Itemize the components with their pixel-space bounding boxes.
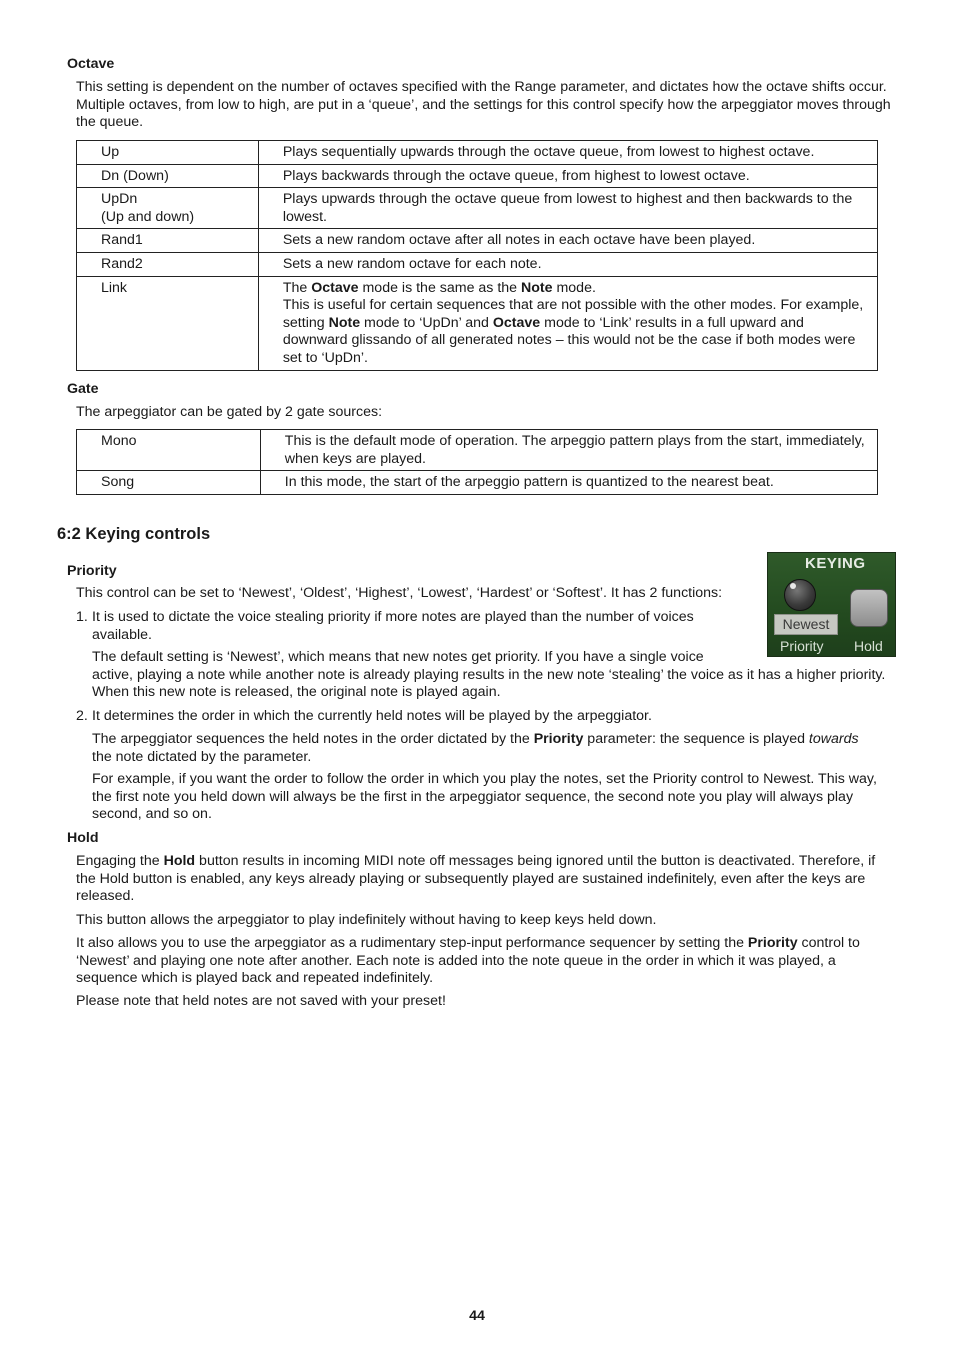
desc-cell: Sets a new random octave after all notes in each octave have been played. <box>258 229 877 253</box>
bold-run: Priority <box>533 731 584 747</box>
priority-heading: Priority <box>67 563 117 579</box>
table-row <box>77 164 878 188</box>
table-row <box>77 141 878 165</box>
mode-label: UpDn <box>101 191 138 208</box>
hold-paragraph-3 <box>76 935 892 988</box>
table-row <box>77 430 878 471</box>
text-run: mode is the same as the <box>358 279 521 296</box>
mode-cell: Rand1 <box>77 229 259 253</box>
list-number: 1. <box>76 609 88 625</box>
text-run: mode. <box>552 279 596 296</box>
priority-display: Newest <box>774 614 838 635</box>
hold-paragraph-1 <box>76 853 890 906</box>
gate-intro: The arpeggiator can be gated by 2 gate sources: <box>76 404 383 420</box>
mode-cell: Dn (Down) <box>77 164 259 188</box>
list-item-2: It determines the order in which the currently held notes will be played by the arpeggiator. <box>92 708 652 724</box>
desc-cell: Plays backwards through the octave queue, from highest to lowest octave. <box>258 164 877 188</box>
bold-run: Hold <box>163 853 196 869</box>
keying-panel-title: KEYING <box>805 555 866 572</box>
priority-intro: This control can be set to ‘Newest’, ‘Oldest’, ‘Highest’, ‘Lowest’, ‘Hardest’ or ‘Softest’. It has 2 functions: <box>76 585 723 601</box>
text-run: This is useful for certain sequences that are not possible with the other modes. For example, setting <box>282 297 864 331</box>
mode-cell: Link <box>77 276 259 370</box>
bold-run: Octave <box>492 314 541 331</box>
octave-intro: This setting is dependent on the number of octaves specified with the Range parameter, and dictates how the octave shifts occur. Multiple octaves, from low to high, are put in a ‘queue’, and the settings for this control specify how the arpeggiator moves through the queue. <box>76 79 891 131</box>
text-run: It also allows you to use the arpeggiator as a rudimentary step-input performance sequencer by setting the <box>76 935 748 951</box>
mode-cell: Song <box>77 471 261 495</box>
italic-run: towards <box>808 731 859 747</box>
hold-paragraph-4: Please note that held notes are not saved with your preset! <box>76 993 446 1009</box>
priority-label: Priority <box>780 638 824 654</box>
text-run: parameter: the sequence is played <box>583 731 809 747</box>
keying-panel-image <box>767 552 896 657</box>
octave-heading: Octave <box>67 56 115 72</box>
paragraph-line: The default setting is ‘Newest’, which means that new notes get priority. If you have a single voice <box>92 649 704 665</box>
list-item-1 <box>92 609 752 644</box>
priority-knob-icon <box>784 579 816 611</box>
desc-cell: Plays upwards through the octave queue from lowest to highest and then backwards to the lowest. <box>258 188 877 229</box>
desc-cell: This is the default mode of operation. The arpeggio pattern plays from the start, immediately, when keys are played. <box>260 430 877 471</box>
mode-cell: Rand2 <box>77 252 259 276</box>
desc-cell: In this mode, the start of the arpeggio pattern is quantized to the nearest beat. <box>260 471 877 495</box>
list-number: 2. <box>76 708 88 724</box>
table-row <box>77 188 878 229</box>
desc-cell: Sets a new random octave for each note. <box>258 252 877 276</box>
list-item-1-paragraph <box>92 649 892 702</box>
text-run: The <box>282 279 312 296</box>
gate-heading: Gate <box>67 381 99 397</box>
table-row <box>77 252 878 276</box>
mode-cell: Up <box>77 141 259 165</box>
mode-sublabel: (Up and down) <box>101 208 195 225</box>
text-run: The arpeggiator sequences the held notes in the order dictated by the <box>92 731 534 747</box>
hold-button-icon <box>850 589 888 627</box>
text-run: control to ‘Newest’ and playing one note after another. Each note is added into the note queue in the order in which it was played, a sequence which is played back and repeated indefinitely. <box>76 935 860 987</box>
paragraph-rest: active, playing a note while another note is already playing results in the new note ‘stealing’ the voice as it has a higher priority. When this new note is released, the original note is played again. <box>92 666 886 701</box>
text-run: Engaging the <box>76 853 164 869</box>
list-line: It is used to dictate the voice stealing priority if more notes are played than the number of voices <box>92 609 694 625</box>
mode-cell <box>77 188 259 229</box>
knob-indicator <box>790 583 796 589</box>
text-run: mode to ‘UpDn’ and <box>360 314 493 331</box>
list-item-2-paragraph <box>92 731 882 766</box>
bold-run: Note <box>328 314 361 331</box>
list-item-2-example: For example, if you want the order to follow the order in which you play the notes, set the Priority control to Newest. This way, the first note you held down will always be the first in the arpeggiator sequence, the second note you play will always play second, and so on. <box>92 771 877 823</box>
text-run: button results in incoming MIDI note off messages being ignored until the button is deactivated. Therefore, if the Hold button is enabled, any keys already playing or subsequently played are sustained indefinitely, even after the keys are released. <box>76 853 876 905</box>
hold-paragraph-2: This button allows the arpeggiator to play indefinitely without having to keep keys held down. <box>76 912 657 928</box>
octave-table <box>76 140 878 371</box>
bold-run: Octave <box>311 279 359 296</box>
page-number: 44 <box>469 1308 485 1324</box>
gate-table <box>76 429 878 495</box>
table-row <box>77 229 878 253</box>
text-run: mode to ‘Link’ results in a full upward and downward glissando of all generated notes – this would not be the case if both modes were set to ‘UpDn’. <box>282 314 856 366</box>
hold-heading: Hold <box>67 830 99 846</box>
section-heading: 6:2 Keying controls <box>57 525 211 543</box>
desc-cell: Plays sequentially upwards through the octave queue, from lowest to highest octave. <box>258 141 877 165</box>
table-row <box>77 276 878 370</box>
table-row <box>77 471 878 495</box>
bold-run: Note <box>521 279 553 296</box>
hold-label: Hold <box>854 638 883 654</box>
desc-cell <box>258 276 877 370</box>
mode-cell: Mono <box>77 430 261 471</box>
bold-run: Priority <box>747 935 798 951</box>
list-line: available. <box>92 626 152 643</box>
text-run: the note dictated by the parameter. <box>92 748 312 765</box>
